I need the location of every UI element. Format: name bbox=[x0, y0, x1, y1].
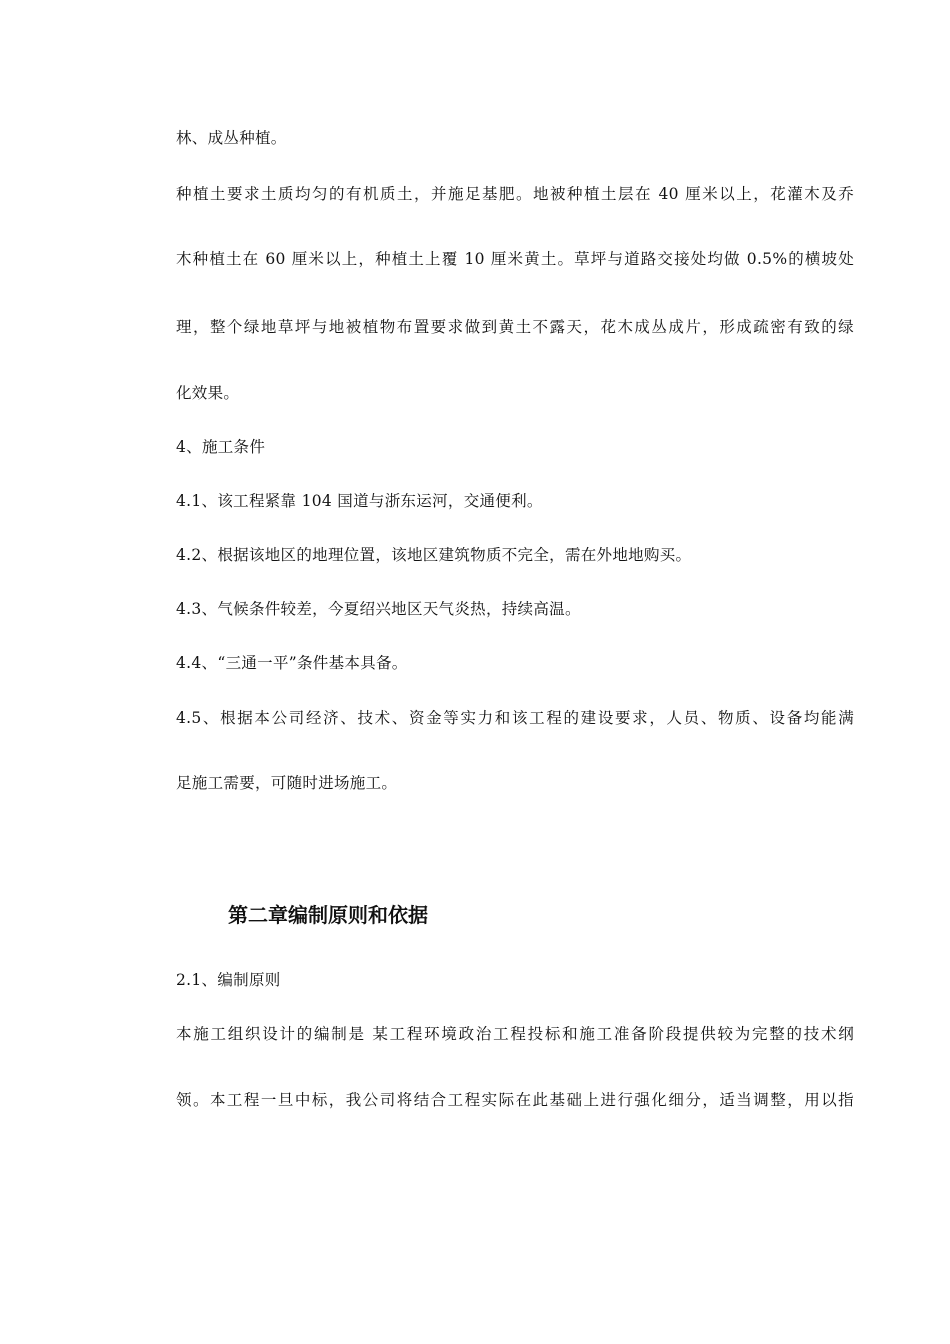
paragraph-line: 本施工组织设计的编制是 某工程环境政治工程投标和施工准备阶段提供较为完整的技术纲 bbox=[176, 1025, 854, 1043]
list-item: 4.5、根据本公司经济、技术、资金等实力和该工程的建设要求，人员、物质、设备均能满 bbox=[176, 709, 854, 727]
list-item: 4.3、气候条件较差，今夏绍兴地区天气炎热，持续高温。 bbox=[176, 600, 581, 618]
chapter-heading: 第二章编制原则和依据 bbox=[228, 903, 428, 927]
section-title: 2.1、编制原则 bbox=[176, 971, 281, 989]
list-item: 4.1、该工程紧靠 104 国道与浙东运河，交通便利。 bbox=[176, 492, 543, 510]
section-title: 4、施工条件 bbox=[176, 438, 266, 456]
paragraph-line: 木种植土在 60 厘米以上，种植土上覆 10 厘米黄土。草坪与道路交接处均做 0.5%的横坡处 bbox=[176, 250, 854, 268]
paragraph-line: 理，整个绿地草坪与地被植物布置要求做到黄土不露天，花木成丛成片，形成疏密有致的绿 bbox=[176, 318, 854, 336]
list-item: 4.2、根据该地区的地理位置，该地区建筑物质不完全，需在外地地购买。 bbox=[176, 546, 692, 564]
paragraph-line: 林、成丛种植。 bbox=[176, 129, 287, 147]
paragraph-line: 种植土要求土质均匀的有机质土，并施足基肥。地被种植土层在 40 厘米以上，花灌木及乔 bbox=[176, 185, 854, 203]
paragraph-line: 领。本工程一旦中标，我公司将结合工程实际在此基础上进行强化细分，适当调整，用以指 bbox=[176, 1091, 854, 1109]
paragraph-line: 化效果。 bbox=[176, 384, 240, 402]
list-item-continuation: 足施工需要，可随时进场施工。 bbox=[176, 774, 398, 792]
list-item: 4.4、“三通一平”条件基本具备。 bbox=[176, 654, 408, 672]
